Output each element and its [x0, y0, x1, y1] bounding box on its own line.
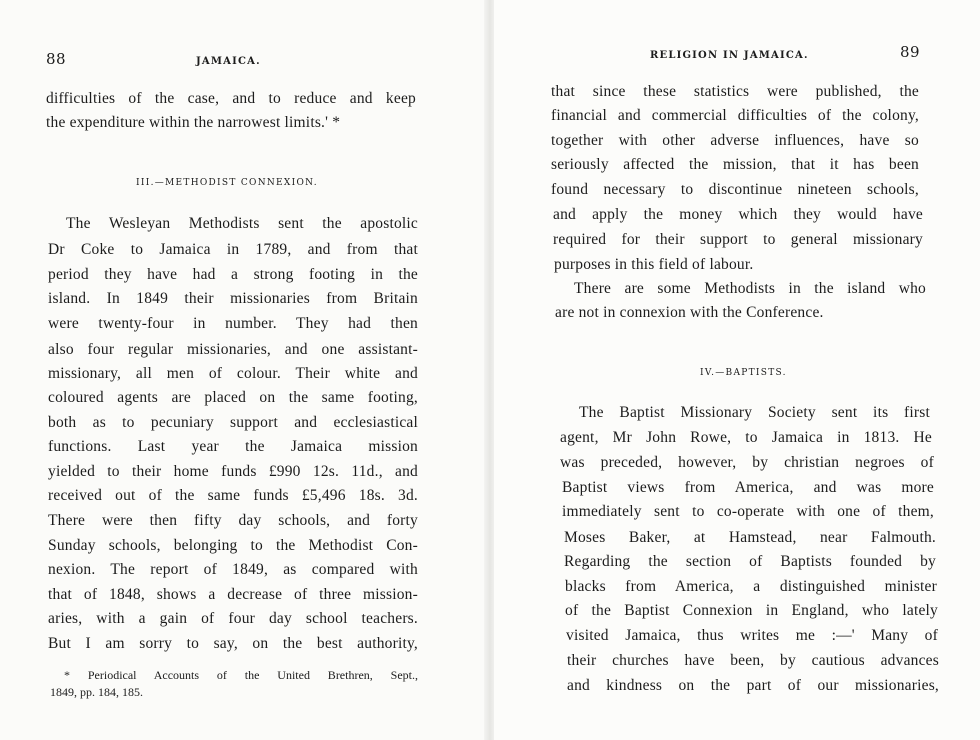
text-line: and apply the money which they would have [553, 206, 923, 223]
text-line: required for their support to general missionary [553, 231, 923, 248]
text-line: immediately sent to co-operate with one of them, [562, 503, 934, 520]
left-page-number: 88 [46, 50, 67, 68]
text-line: that since these statistics were published, the [551, 83, 919, 100]
text-line: There are some Methodists in the island who [574, 280, 926, 297]
section-heading-baptists: IV.—BAPTISTS. [700, 368, 787, 378]
text-line: was preceded, however, by christian negroes of [560, 454, 934, 471]
text-line: Dr Coke to Jamaica in 1789, and from that [48, 241, 418, 258]
text-line: island. In 1849 their missionaries from Britain [48, 290, 418, 307]
text-line: period they have had a strong footing in the [48, 266, 418, 283]
text-line: yielded to their home funds £990 12s. 11d., and [48, 463, 418, 480]
text-line: blacks from America, a distinguished minister [565, 578, 937, 595]
text-line: were twenty-four in number. They had then [48, 315, 418, 332]
right-running-head: RELIGION IN JAMAICA. [650, 50, 809, 61]
text-line: Moses Baker, at Hamstead, near Falmouth. [564, 529, 936, 546]
text-line: There were then fifty day schools, and forty [48, 512, 418, 529]
text-line: The Baptist Missionary Society sent its first [579, 404, 930, 421]
text-line: Regarding the section of Baptists founded by [564, 553, 936, 570]
text-line: purposes in this field of labour. [554, 256, 754, 273]
footnote-line: * Periodical Accounts of the United Brethren, Sept., [64, 668, 418, 682]
text-line: aries, with a gain of four day school teachers. [48, 610, 418, 627]
text-line: of the Baptist Connexion in England, who lately [565, 602, 938, 619]
text-line: are not in connexion with the Conference. [555, 304, 824, 321]
left-running-head: JAMAICA. [196, 56, 261, 67]
text-line: Baptist views from America, and was more [562, 479, 934, 496]
text-line: difficulties of the case, and to reduce and keep [46, 90, 416, 107]
text-line: agent, Mr John Rowe, to Jamaica in 1813. He [560, 429, 932, 446]
text-line: and kindness on the part of our missionaries, [567, 677, 939, 694]
text-line: the expenditure within the narrowest limits.' * [46, 114, 341, 131]
text-line: nexion. The report of 1849, as compared with [48, 561, 418, 578]
text-line: visited Jamaica, thus writes me :—' Many of [566, 627, 938, 644]
text-line: But I am sorry to say, on the best authority, [48, 635, 418, 652]
text-line: together with other adverse influences, have so [551, 132, 919, 149]
text-line: The Wesleyan Methodists sent the apostolic [66, 215, 418, 232]
section-heading-methodist: III.—METHODIST CONNEXION. [136, 178, 318, 188]
text-line: missionary, all men of colour. Their white and [48, 365, 418, 382]
text-line: found necessary to discontinue nineteen schools, [551, 181, 919, 198]
text-line: their churches have been, by cautious advances [567, 652, 939, 669]
text-line: received out of the same funds £5,496 18s. 3d. [48, 487, 418, 504]
right-page-number: 89 [900, 43, 921, 61]
text-line: functions. Last year the Jamaica mission [48, 438, 418, 455]
text-line: also four regular missionaries, and one assistant- [48, 341, 418, 358]
text-line: that of 1848, shows a decrease of three mission- [48, 586, 418, 603]
text-line: both as to pecuniary support and ecclesiastical [48, 414, 418, 431]
text-line: seriously affected the mission, that it has been [551, 156, 919, 173]
text-line: coloured agents are placed on the same footing, [48, 389, 418, 406]
footnote-line: 1849, pp. 184, 185. [50, 685, 143, 699]
text-line: financial and commercial difficulties of the colony, [551, 107, 919, 124]
text-line: Sunday schools, belonging to the Methodist Con- [48, 537, 418, 554]
